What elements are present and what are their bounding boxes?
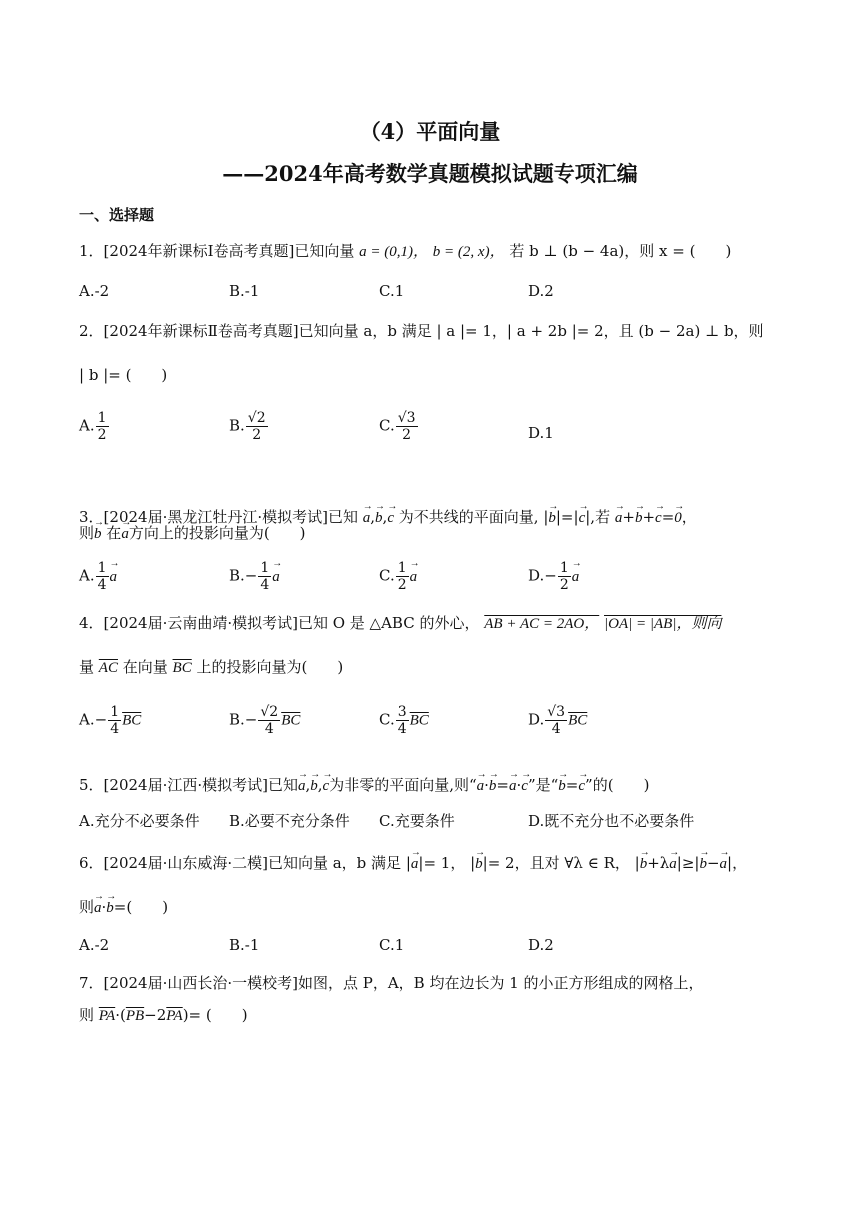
question-7-line-1: 7．[2024届·山西长治·一模校考]如图，点 P，A，B 均在边长为 1 的小正方形组成的网格上， (79, 974, 704, 992)
q5-option-b: B.必要不充分条件 (229, 812, 350, 830)
q1-option-b: B.-1 (229, 282, 260, 300)
question-1 (79, 240, 731, 263)
q1-option-c: C.1 (379, 282, 405, 300)
q1-option-d: D.2 (528, 282, 554, 300)
question-4-line-1: 4．[2024届·云南曲靖·模拟考试]已知 O 是 △ABC 的外心， AB + AC = 2AO， |OA| = |AB|，则向 (79, 614, 722, 632)
q1-b-eq: b = (2, x)， (432, 244, 505, 260)
q4-eq2: |OA| = |AB|，则向 (604, 616, 722, 632)
q1-a-eq: a = (0,1)， (359, 244, 429, 260)
question-6-line-1: 6．[2024届·山东威海·二模]已知向量 a，b 满足 |→ a|= 1， |→ b|= 2，且对 ∀λ ∈ R， |→ b+λ→ a|≥|→ b−→ a|， (79, 852, 747, 875)
question-2-line-2: | b |= ( ) (79, 366, 168, 384)
q4-option-d: D. $\frac{√3}{4}$ $\overline{BC}$ (528, 704, 588, 737)
q4-option-c: C. $\frac{3}{4}$ $\overline{BC}$ (379, 704, 429, 737)
q3-option-d: D.− $\frac{1}{2}$ → a (528, 560, 579, 593)
q1-prefix: 1．[2024年新课标Ⅰ卷高考真题]已知向量 (79, 242, 355, 260)
title-line-1: （4）平面向量 (359, 119, 501, 144)
q4-option-b: B.− $\frac{√2}{4}$ $\overline{BC}$ (229, 704, 301, 737)
q5-option-d: D.既不充分也不必要条件 (528, 812, 695, 830)
q2-option-b: B. $\frac{√2}{2}$ (229, 410, 266, 443)
q3-option-c: C. $\frac{1}{2}$ → a (379, 560, 417, 593)
q3-option-b: B.− $\frac{1}{4}$ → a (229, 560, 280, 593)
question-4-line-2: 量 $\overline{AC}$ 在向量 $\overline{BC}$ 上的投影向量为( ) (79, 658, 344, 676)
title-line-2: ——2024年高考数学真题模拟试题专项汇编 (222, 161, 638, 186)
q2-option-a: A. $\frac{1}{2}$ (79, 410, 107, 443)
q5-option-a: A.充分不必要条件 (79, 812, 200, 830)
q2-option-c: C. $\frac{√3}{2}$ (379, 410, 416, 443)
q4-option-a: A.− $\frac{1}{4}$ $\overline{BC}$ (79, 704, 142, 737)
question-6-line-2: 则→ a·→ b=( ) (79, 896, 168, 919)
q3-option-a: A. $\frac{1}{4}$ → a (79, 560, 117, 593)
q5-option-c: C.充要条件 (379, 812, 455, 830)
q6-option-c: C.1 (379, 936, 405, 954)
q4-eq1: AB + AC = 2AO， (484, 616, 600, 632)
question-3-line-1: 3．[2024届·黑龙江牡丹江·模拟考试]已知 → a,→ b,→ c 为不共线的平面向量, |→ b|=|→ c|,若 → a+→ b+→ c=→ 0， (79, 506, 697, 529)
q1-condition: 若 b ⊥ (b − 4a)，则 x = ( ) (509, 242, 732, 260)
question-3-line-2: 则→ b 在→ a方向上的投影向量为( ) (79, 522, 306, 545)
q1-option-a: A.-2 (79, 282, 110, 300)
q6-option-d: D.2 (528, 936, 554, 954)
question-2-line-1: 2．[2024年新课标Ⅱ卷高考真题]已知向量 a，b 满足 | a |= 1，| a + 2b |= 2，且 (b − 2a) ⊥ b，则 (79, 322, 764, 340)
question-5: 5．[2024届·江西·模拟考试]已知→ a,→ b,→ c为非零的平面向量,则“→ a·→ b=→ a·→ c”是“→ b=→ c”的( ) (79, 774, 649, 797)
section-heading: 一、选择题 (79, 206, 155, 224)
q6-option-b: B.-1 (229, 936, 260, 954)
q2-option-d: D.1 (528, 424, 554, 442)
question-7-line-2: 则 $\overline{PA}\cdot(\overline{PB}-2\overline{PA})=$ ( ) (79, 1006, 248, 1024)
q6-option-a: A.-2 (79, 936, 110, 954)
